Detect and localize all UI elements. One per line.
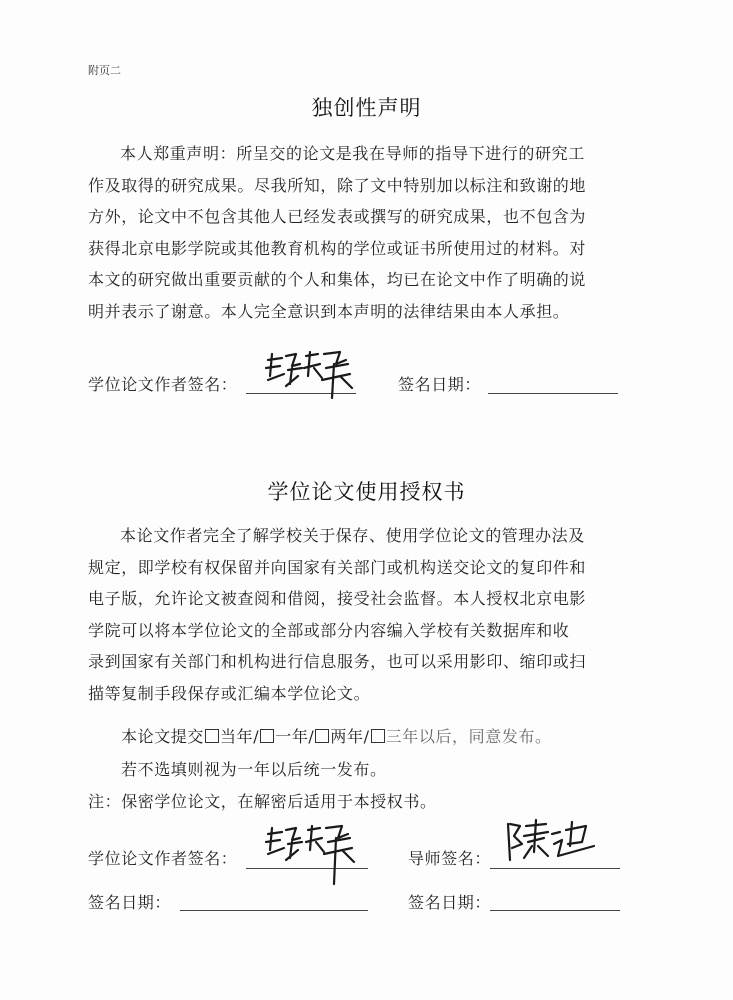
declaration-line: 明并表示了谢意。本人完全意识到本声明的法律结果由本人承担。 — [88, 301, 570, 321]
declaration-line: 获得北京电影学院或其他教育机构的学位或证书所使用过的材料。对 — [88, 238, 587, 258]
author-signature-image — [262, 346, 362, 401]
declaration-line: 本人郑重声明：所呈交的论文是我在导师的指导下进行的研究工 — [120, 144, 585, 163]
release-suffix: ，同意发布。 — [452, 727, 552, 746]
advisor-sign-line — [490, 868, 620, 869]
appendix-tag: 附页二 — [88, 64, 121, 77]
declaration-date-label: 签名日期： — [398, 375, 482, 394]
declaration-body — [88, 138, 648, 327]
authorization-author-date-label: 签名日期： — [88, 893, 172, 912]
authorization-line: 录到国家有关部门和机构进行信息服务，也可以采用影印、缩印或扫 — [88, 652, 587, 671]
authorization-author-sign-label: 学位论文作者签名： — [88, 849, 238, 868]
authorization-line: 描等复制手段保存或汇编本学位论文。 — [88, 683, 371, 703]
authorization-line: 电子版，允许论文被查阅和借阅，接受社会监督。本人授权北京电影 — [88, 589, 587, 608]
advisor-date-line — [490, 910, 620, 911]
authorization-body — [88, 520, 648, 709]
declaration-line: 方外，论文中不包含其他人已经发表或撰写的研究成果，也不包含为 — [88, 207, 587, 226]
release-option-label: 当年 — [220, 727, 254, 746]
authorization-author-date-line — [180, 910, 368, 911]
authorization-line: 学院可以将本学位论文的全部或部分内容编入学校有关数据库和收 — [88, 620, 570, 640]
declaration-date-line — [488, 393, 618, 394]
release-checkbox-two-years[interactable] — [315, 729, 329, 743]
advisor-signature-image — [502, 816, 602, 866]
release-option-label: 三年以后 — [385, 727, 453, 746]
declaration-line: 本文的研究做出重要贡献的个人和集体，均已在论文中作了明确的说 — [88, 270, 587, 289]
release-option-row: 本论文提交 当年/ 一年/ 两年/ 三年以后，同意发布。 — [121, 727, 552, 746]
release-checkbox-one-year[interactable] — [260, 729, 274, 743]
default-release-note: 若不选填则视为一年以后统一发布。 — [121, 760, 387, 779]
authorization-line: 本论文作者完全了解学校关于保存、使用学位论文的管理办法及 — [120, 526, 585, 545]
declaration-line: 作及取得的研究成果。尽我所知，除了文中特别加以标注和致谢的地 — [88, 175, 587, 195]
release-option-label: 一年 — [275, 727, 309, 746]
release-checkbox-current-year[interactable] — [205, 729, 219, 743]
advisor-sign-label: 导师签名： — [408, 849, 492, 868]
declaration-author-sign-label: 学位论文作者签名： — [88, 375, 238, 394]
release-option-label: 两年 — [330, 727, 364, 746]
advisor-date-label: 签名日期： — [408, 893, 492, 912]
confidential-note: 注：保密学位论文，在解密后适用于本授权书。 — [88, 792, 437, 811]
authorization-line: 规定，即学校有权保留并向国家有关部门或机构送交论文的复印件和 — [88, 557, 587, 577]
release-prefix: 本论文提交 — [121, 727, 205, 746]
declaration-title: 独创性声明 — [311, 96, 422, 120]
authorization-title: 学位论文使用授权书 — [267, 480, 466, 504]
author-signature-image — [262, 818, 362, 888]
release-checkbox-three-years[interactable] — [371, 729, 385, 743]
